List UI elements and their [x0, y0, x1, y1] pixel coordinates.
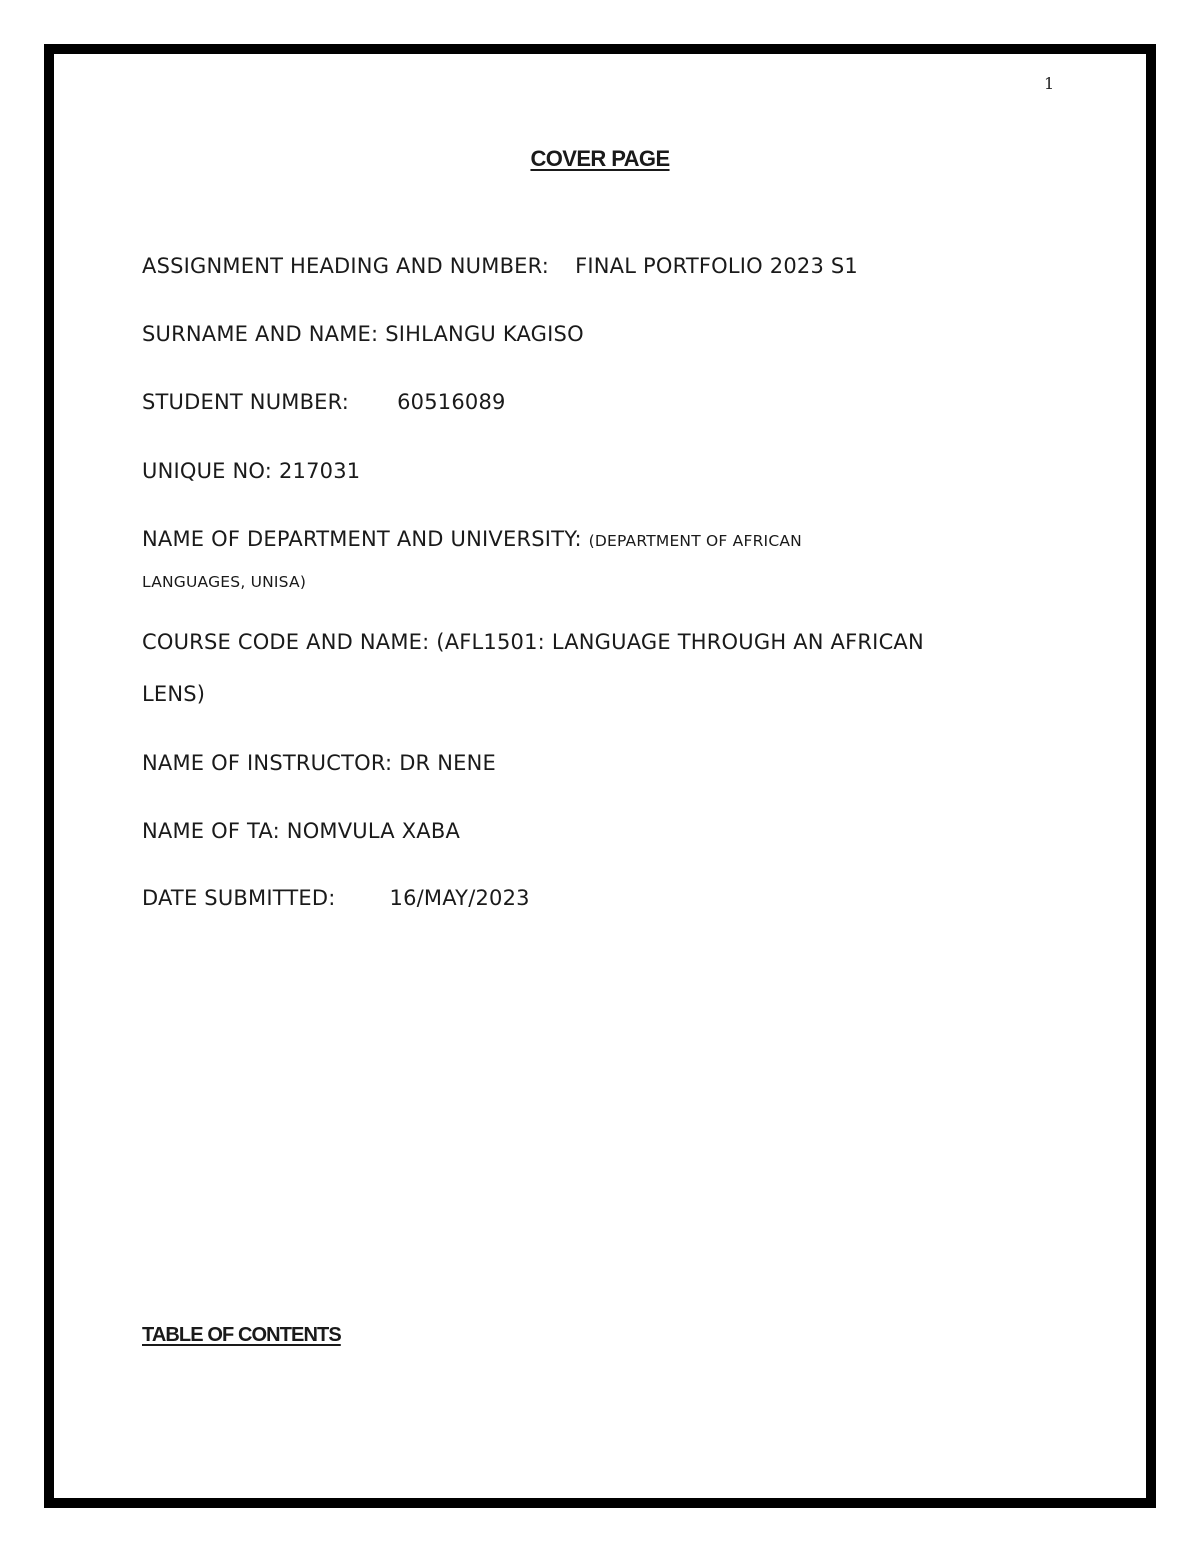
ta-value: NOMVULA XABA [286, 819, 461, 843]
department-value-part2: LANGUAGES, UNISA) [142, 573, 307, 591]
course-value-part1: (AFL1501: LANGUAGE THROUGH AN AFRICAN [436, 630, 924, 654]
instructor-value: DR NENE [399, 751, 496, 775]
course-line [142, 630, 924, 654]
department-line-cont [142, 573, 306, 591]
unique-no-label: UNIQUE NO: [142, 459, 273, 483]
student-number-line [142, 390, 506, 414]
page-number: 1 [1044, 74, 1055, 93]
assignment-value: FINAL PORTFOLIO 2023 S1 [575, 254, 858, 278]
course-label: COURSE CODE AND NAME: [142, 630, 430, 654]
ta-line [142, 819, 460, 843]
course-value-part2: LENS) [142, 682, 206, 706]
assignment-line [142, 254, 858, 278]
assignment-label: ASSIGNMENT HEADING AND NUMBER: [142, 254, 550, 278]
page-title: COVER PAGE [530, 146, 670, 171]
department-value-part1: (DEPARTMENT OF AFRICAN [588, 532, 802, 550]
table-of-contents-heading: TABLE OF CONTENTS [142, 1324, 341, 1346]
date-line [142, 886, 530, 910]
course-line-cont [142, 682, 205, 706]
instructor-line [142, 751, 496, 775]
student-number-label: STUDENT NUMBER: [142, 390, 350, 414]
name-label: SURNAME AND NAME: [142, 322, 379, 346]
unique-no-line [142, 459, 360, 483]
name-value: SIHLANGU KAGISO [385, 322, 584, 346]
student-number-value: 60516089 [397, 390, 506, 414]
instructor-label: NAME OF INSTRUCTOR: [142, 751, 393, 775]
department-line [142, 527, 802, 551]
name-line [142, 322, 584, 346]
department-label: NAME OF DEPARTMENT AND UNIVERSITY: [142, 527, 582, 551]
date-value: 16/MAY/2023 [389, 886, 530, 910]
ta-label: NAME OF TA: [142, 819, 280, 843]
unique-no-value: 217031 [278, 459, 361, 483]
date-label: DATE SUBMITTED: [142, 886, 336, 910]
